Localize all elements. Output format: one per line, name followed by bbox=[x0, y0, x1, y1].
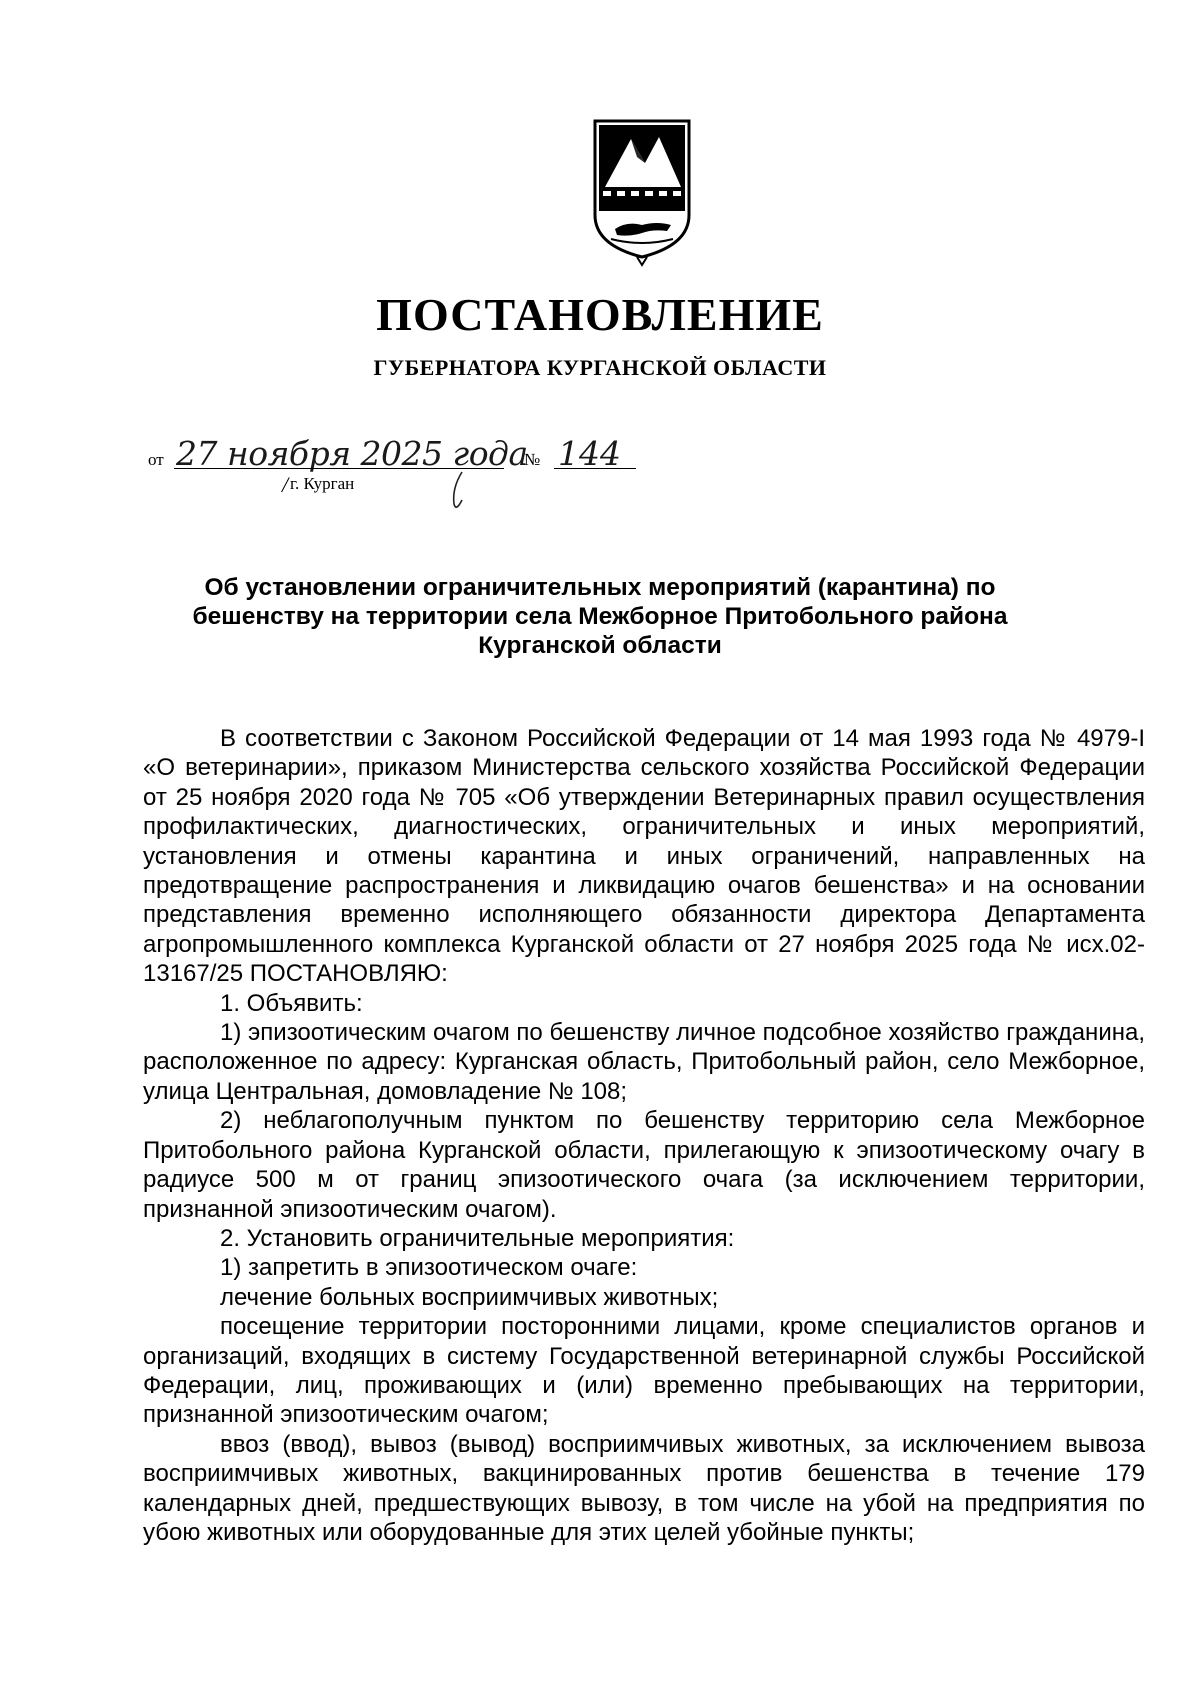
paragraph: посещение территории посторонними лицами, кроме специалистов органов и организаций, входящих в систему Государственной ветеринарной службы Российской Федерации, лиц, проживающих и (или) временно пребывающих на территории, признанной эпизоотическим очагом; bbox=[143, 1313, 1145, 1429]
date-prefix: от bbox=[148, 450, 164, 469]
paragraph: 2) неблагополучным пунктом по бешенству территорию села Межборное Притобольного района Курганской области, прилегающую к эпизоотическому очагу в радиусе 500 м от границ эпизоотического очага (за исключением территории, признанной эпизоотическим очагом). bbox=[143, 1107, 1145, 1223]
handwritten-slash: / bbox=[282, 472, 289, 497]
paragraph: 1) запретить в эпизоотическом очаге: bbox=[220, 1254, 638, 1282]
paragraph: 2. Установить ограничительные мероприятия: bbox=[220, 1224, 735, 1252]
document-title: ПОСТАНОВЛЕНИЕ bbox=[376, 289, 824, 340]
document-body bbox=[143, 724, 1145, 1547]
paragraph: В соответствии с Законом Российской Федерации от 14 мая 1993 года № 4979-I «О ветеринарии», приказом Министерства сельского хозяйства Российской Федерации от 25 ноября 2020 года № 705 «Об утверждении Ветеринарных правил осуществления профилактических, диагностических, ограничительных и иных мероприятий, установления и отмены карантина и иных ограничений, направленных на предотвращение распространения и ликвидацию очагов бешенства» и на основании представления временно исполняющего обязанности директора Департамента агропромышленного комплекса Курганской области от 27 ноября 2025 года № исх.02-13167/25 ПОСТАНОВЛЯЮ: bbox=[143, 725, 1145, 988]
date-underline bbox=[174, 468, 504, 469]
document-issuer: ГУБЕРНАТОРА КУРГАНСКОЙ ОБЛАСТИ bbox=[373, 355, 827, 380]
document-date-number-line bbox=[148, 432, 708, 512]
paragraph: 1) эпизоотическим очагом по бешенству личное подсобное хозяйство гражданина, расположенное по адресу: Курганская область, Притобольный район, село Межборное, улица Центральная, домовладение № 108; bbox=[143, 1019, 1145, 1105]
document-number: 144 bbox=[558, 434, 621, 473]
document-date: 27 ноября 2025 года bbox=[176, 434, 528, 473]
paragraph: 1. Объявить: bbox=[220, 989, 363, 1017]
document-heading: Об установлении ограничительных мероприятий (карантина) по бешенству на территории села Межборное Притобольного района Курганской области bbox=[192, 574, 1008, 659]
handwritten-stroke bbox=[448, 470, 468, 514]
coat-of-arms-icon bbox=[587, 117, 697, 267]
number-underline bbox=[554, 468, 636, 469]
number-prefix: № bbox=[524, 450, 541, 469]
paragraph: лечение больных восприимчивых животных; bbox=[220, 1283, 719, 1311]
document-city: г. Курган bbox=[290, 474, 355, 493]
paragraph: ввоз (ввод), вывоз (вывод) восприимчивых животных, за исключением вывоза восприимчивых животных, вакцинированных против бешенства в течение 179 календарных дней, предшествующих вывозу, в том числе на убой на предприятия по убою животных или оборудованные для этих целей убойные пункты; bbox=[143, 1430, 1145, 1546]
